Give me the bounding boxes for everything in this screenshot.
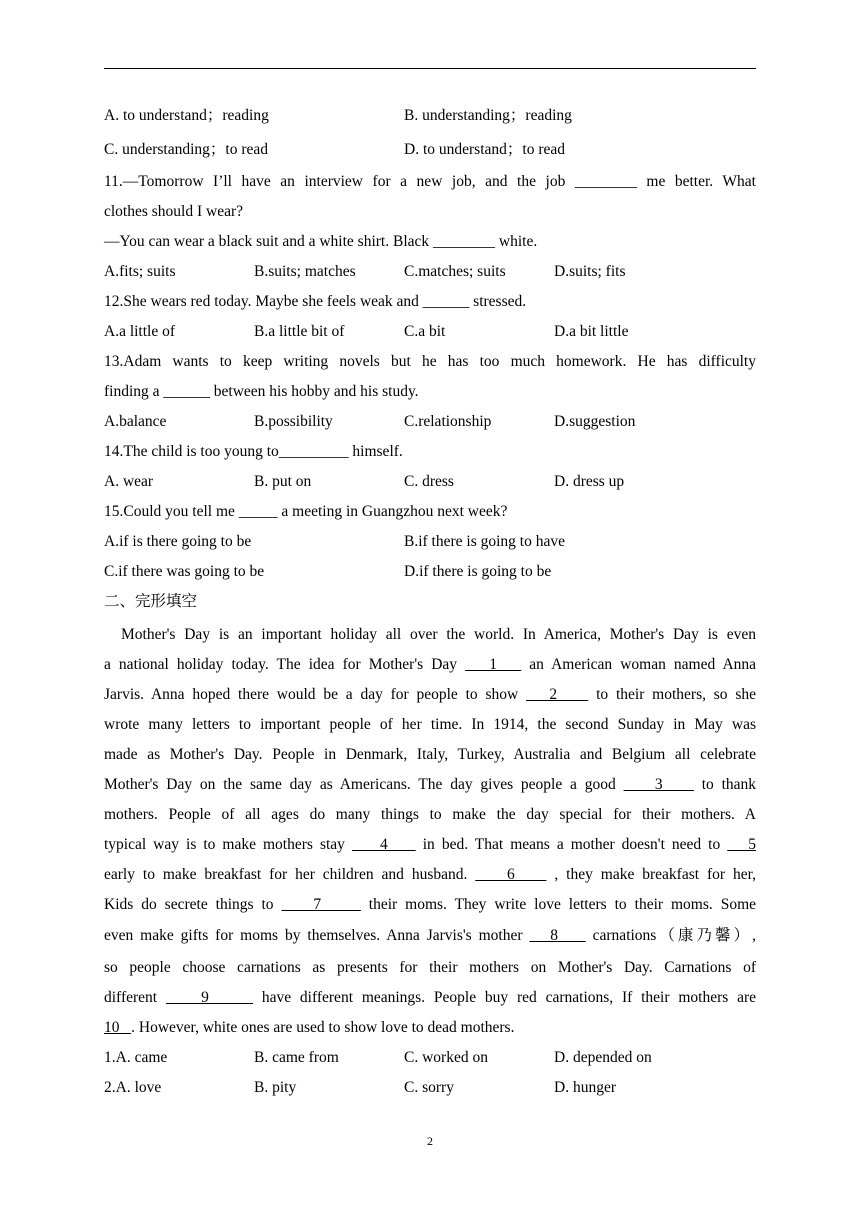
passage-line-11 — [104, 926, 756, 946]
passage-line-1: Mother's Day is an important holiday all over the world. In America, Mother's Day is even — [121, 626, 756, 643]
passage-line-6 — [104, 775, 756, 795]
passage-line-12: so people choose carnations as presents for their mothers on Mother's Day. Carnations of — [104, 959, 756, 976]
option-d: D. hunger — [554, 1079, 616, 1096]
passage-line-4: wrote many letters to important people of her time. In 1914, the second Sunday in May was — [104, 716, 756, 733]
option-c: C.a bit — [404, 323, 446, 340]
q11-stem-line-3: —You can wear a black suit and a white shirt. Black ________ white. — [104, 233, 538, 250]
passage-text: Kids do secrete things to — [104, 896, 282, 913]
passage-text: early to make breakfast for her children and husband. — [104, 866, 476, 883]
blank-1: 1 — [465, 656, 522, 673]
passage-text: carnations（康乃馨）, — [592, 927, 757, 944]
option-d: D.if there is going to be — [404, 563, 552, 580]
option-b: B.a little bit of — [254, 323, 345, 340]
option-c: C. worked on — [404, 1049, 488, 1066]
passage-line-3 — [104, 685, 756, 705]
blank-9: 9 — [165, 989, 254, 1006]
option-a: 1.A. came — [104, 1049, 168, 1066]
passage-line-7: mothers. People of all ages do many things to make the day special for their mothers. A — [104, 806, 756, 823]
passage-text: their moms. They write love letters to their moms. Some — [368, 896, 757, 913]
option-a: A. wear — [104, 473, 154, 490]
option-d: D.suggestion — [554, 413, 636, 430]
passage-text: different — [104, 989, 166, 1006]
passage-text: typical way is to make mothers stay — [104, 836, 352, 853]
q13-stem-line-2: finding a ______ between his hobby and his study. — [104, 383, 419, 400]
option-b: B. understanding；reading — [404, 107, 572, 124]
option-a: A. to understand；reading — [104, 107, 269, 124]
passage-line-10 — [104, 895, 756, 915]
option-c: C.relationship — [404, 413, 492, 430]
option-b: B. pity — [254, 1079, 297, 1096]
passage-text: even make gifts for moms by themselves. Anna Jarvis's mother — [104, 927, 530, 944]
option-c: C. dress — [404, 473, 454, 490]
q12-stem: 12.She wears red today. Maybe she feels weak and ______ stressed. — [104, 293, 527, 310]
option-c: C. sorry — [404, 1079, 454, 1096]
passage-text: have different meanings. People buy red carnations, If their mothers are — [261, 989, 757, 1006]
option-b: B.suits; matches — [254, 263, 356, 280]
option-a: 2.A. love — [104, 1079, 162, 1096]
passage-text: to their mothers, so she — [596, 686, 757, 703]
q13-stem-line-1: 13.Adam wants to keep writing novels but he has too much homework. He has difficulty — [104, 353, 756, 370]
blank-4: 4 — [351, 836, 416, 853]
passage-line-2 — [104, 655, 756, 675]
q11-stem-line-2: clothes should I wear? — [104, 203, 244, 220]
blank-10: 10 — [104, 1019, 132, 1036]
option-a: A.fits; suits — [104, 263, 176, 280]
option-d: D. to understand；to read — [404, 141, 565, 158]
passage-text: , they make breakfast for her, — [554, 866, 757, 883]
blank-3: 3 — [623, 776, 694, 793]
option-a: A.a little of — [104, 323, 176, 340]
q11-stem-line-1: 11.—Tomorrow I’ll have an interview for a new job, and the job ________ me better. What — [104, 173, 756, 190]
passage-text: in bed. That means a mother doesn't need to — [422, 836, 728, 853]
blank-2: 2 — [525, 686, 589, 703]
option-c: C.if there was going to be — [104, 563, 265, 580]
passage-text: to thank — [701, 776, 757, 793]
option-b: B. put on — [254, 473, 312, 490]
blank-8: 8 — [529, 927, 586, 944]
blank-7: 7 — [281, 896, 361, 913]
passage-line-13 — [104, 988, 756, 1008]
option-c: C.matches; suits — [404, 263, 506, 280]
option-b: B. came from — [254, 1049, 339, 1066]
option-d: D.a bit little — [554, 323, 629, 340]
option-b: B.possibility — [254, 413, 333, 430]
passage-text: a national holiday today. The idea for Mother's Day — [104, 656, 466, 673]
blank-5: 5 — [727, 836, 756, 853]
passage-text: Mother's Day on the same day as Americans. The day gives people a good — [104, 776, 624, 793]
option-c: C. understanding；to read — [104, 141, 269, 158]
passage-line-14 — [104, 1018, 756, 1038]
option-a: A.balance — [104, 413, 167, 430]
option-d: D. dress up — [554, 473, 625, 490]
passage-line-9 — [104, 865, 756, 885]
section-heading: 二、完形填空 — [104, 593, 198, 610]
page-number: 2 — [427, 1134, 433, 1148]
passage-text: Jarvis. Anna hoped there would be a day for people to show — [104, 686, 526, 703]
q15-stem: 15.Could you tell me _____ a meeting in Guangzhou next week? — [104, 503, 508, 520]
option-d: D.suits; fits — [554, 263, 626, 280]
option-d: D. depended on — [554, 1049, 652, 1066]
header-rule — [104, 68, 756, 69]
blank-6: 6 — [475, 866, 547, 883]
option-b: B.if there is going to have — [404, 533, 565, 550]
q14-stem: 14.The child is too young to_________ himself. — [104, 443, 403, 460]
passage-text: an American woman named Anna — [529, 656, 757, 673]
option-a: A.if is there going to be — [104, 533, 252, 550]
passage-line-5: made as Mother's Day. People in Denmark, Italy, Turkey, Australia and Belgium all celebrate — [104, 746, 756, 763]
passage-line-8 — [104, 835, 756, 855]
passage-text: . However, white ones are used to show love to dead mothers. — [131, 1019, 515, 1036]
